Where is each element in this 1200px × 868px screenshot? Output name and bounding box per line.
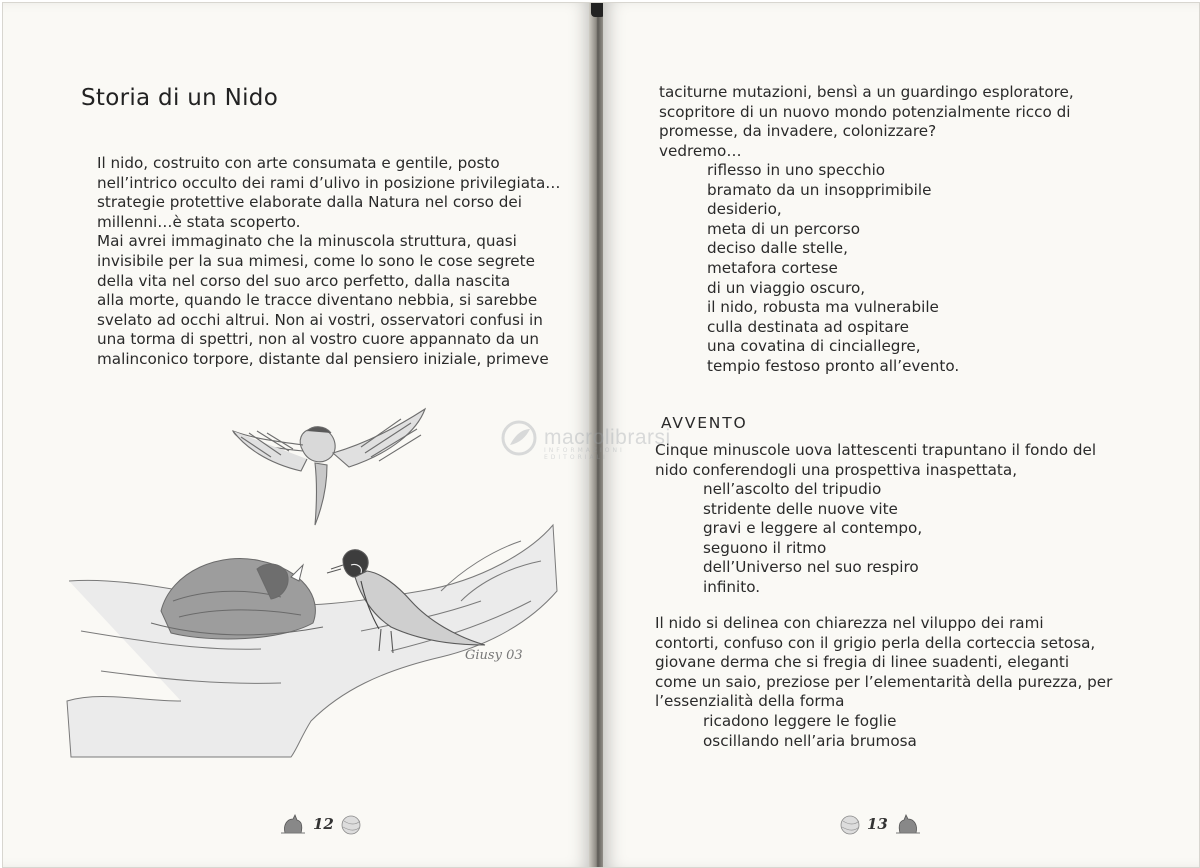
avvento-paragraph bbox=[655, 441, 1096, 480]
artist-signature: Giusy 03 bbox=[465, 648, 523, 663]
text-line: millenni…è stata scoperto. bbox=[97, 212, 301, 231]
text-line: Mai avrei immaginato che la minuscola struttura, quasi bbox=[97, 232, 517, 251]
verse-line: gravi e leggere al contempo, bbox=[703, 519, 923, 538]
watermark-subtext: INFORMAZIONI EDITORIALI bbox=[544, 447, 625, 461]
verse-line: seguono il ritmo bbox=[703, 538, 827, 557]
verse-line: il nido, robusta ma vulnerabile bbox=[707, 298, 939, 317]
closing-paragraph bbox=[655, 614, 1112, 712]
bird-nest-illustration bbox=[61, 401, 561, 763]
text-line: l’essenzialità della forma bbox=[655, 692, 845, 711]
page-number-left: 12 bbox=[313, 815, 334, 833]
text-line: come un saio, preziose per l’elementarità della purezza, per bbox=[655, 672, 1113, 691]
text-line: nell’intrico occulto dei rami d’ulivo in posizione privilegiata… bbox=[97, 173, 561, 192]
verse-line: desiderio, bbox=[707, 200, 782, 219]
open-book bbox=[2, 2, 1200, 868]
verse-line: culla destinata ad ospitare bbox=[707, 317, 909, 336]
cat-icon bbox=[279, 811, 309, 837]
right-page-folio bbox=[837, 807, 922, 841]
text-line: taciturne mutazioni, bensì a un guardingo esploratore, bbox=[659, 83, 1074, 101]
verse-line: una covatina di cinciallegre, bbox=[707, 337, 921, 356]
yarn-ball-icon bbox=[338, 811, 364, 837]
macrolibrarsi-watermark bbox=[500, 419, 671, 461]
text-line: malinconico torpore, distante dal pensiero iniziale, primeve bbox=[97, 349, 549, 368]
text-line: nido conferendogli una prospettiva inaspettata, bbox=[655, 460, 1018, 479]
verse-line: nell’ascolto del tripudio bbox=[703, 480, 882, 498]
verse-line: riflesso in uno specchio bbox=[707, 161, 886, 179]
text-line: svelato ad occhi altrui. Non ai vostri, osservatori confusi in bbox=[97, 310, 543, 329]
verse-line: ricadono leggere le foglie bbox=[703, 712, 897, 730]
text-line: scopritore di un nuovo mondo potenzialmente ricco di bbox=[659, 102, 1071, 121]
verse-line: oscillando nell’aria brumosa bbox=[703, 731, 917, 750]
yarn-ball-icon bbox=[837, 811, 863, 837]
text-line: vedremo… bbox=[659, 141, 742, 160]
text-line: promesse, da invadere, colonizzare? bbox=[659, 122, 937, 141]
text-line: Il nido si delinea con chiarezza nel viluppo dei rami bbox=[655, 614, 1044, 632]
text-line: alla morte, quando le tracce diventano nebbia, si sarebbe bbox=[97, 291, 538, 310]
verse-line: dell’Universo nel suo respiro bbox=[703, 558, 919, 577]
verse-line: deciso dalle stelle, bbox=[707, 239, 848, 258]
page-title: Storia di un Nido bbox=[81, 85, 279, 111]
right-page bbox=[603, 3, 1199, 867]
text-line: contorti, confuso con il grigio perla della corteccia setosa, bbox=[655, 633, 1096, 652]
text-line: Cinque minuscole uova lattescenti trapuntano il fondo del bbox=[655, 441, 1097, 459]
olive-branch-drawing bbox=[67, 525, 557, 757]
text-line: strategie protettive elaborate dalla Natura nel corso dei bbox=[97, 193, 522, 212]
flying-bird-drawing bbox=[233, 409, 425, 525]
left-paragraph bbox=[97, 154, 560, 370]
watermark-logo-icon bbox=[500, 419, 538, 457]
verse-stanza-3 bbox=[655, 712, 917, 751]
left-page-folio bbox=[279, 807, 364, 841]
right-top-paragraph bbox=[659, 83, 1074, 161]
verse-line: di un viaggio oscuro, bbox=[707, 278, 866, 297]
text-line: giovane derma che si fregia di linee suadenti, eleganti bbox=[655, 653, 1070, 672]
text-line: invisibile per la sua mimesi, come lo sono le cose segrete bbox=[97, 251, 535, 270]
verse-line: stridente delle nuove vite bbox=[703, 499, 898, 518]
verse-line: metafora cortese bbox=[707, 258, 838, 277]
verse-line: infinito. bbox=[703, 577, 761, 596]
verse-stanza-2 bbox=[655, 480, 922, 598]
cat-icon bbox=[892, 811, 922, 837]
text-line: della vita nel corso del suo arco perfetto, dalla nascita bbox=[97, 271, 511, 290]
section-heading: AVVENTO bbox=[661, 414, 748, 432]
verse-line: tempio festoso pronto all’evento. bbox=[707, 356, 960, 375]
nest-drawing bbox=[151, 558, 323, 639]
text-line: una torma di spettri, non al vostro cuore appannato da un bbox=[97, 330, 539, 349]
watermark-text: macrolibrarsi bbox=[544, 426, 671, 449]
verse-line: meta di un percorso bbox=[707, 219, 860, 238]
verse-stanza-1 bbox=[659, 161, 959, 377]
page-number-right: 13 bbox=[867, 815, 888, 833]
text-line: Il nido, costruito con arte consumata e gentile, posto bbox=[97, 154, 500, 172]
verse-line: bramato da un insopprimibile bbox=[707, 180, 932, 199]
